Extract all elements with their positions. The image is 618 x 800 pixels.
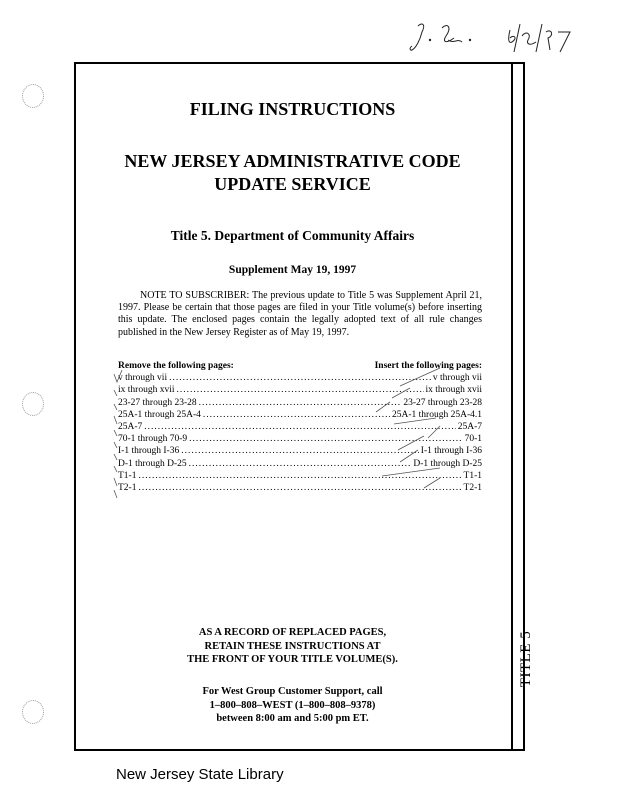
pages-row [118, 421, 482, 433]
punch-hole-middle [22, 392, 44, 416]
support-line2: 1–800–808–WEST (1–800–808–9378) [209, 699, 376, 711]
insert-pages: ix through xvii [425, 385, 482, 396]
title-tab-label: TITLE 5 [518, 630, 534, 688]
insert-header: Insert the following pages: [374, 361, 482, 371]
pages-row [118, 397, 482, 409]
punch-hole-top [22, 84, 44, 108]
dot-leader [144, 421, 455, 433]
pages-table [118, 360, 482, 494]
dot-leader [189, 458, 412, 470]
support-line3: between 8:00 am and 5:00 pm ET. [216, 713, 369, 724]
pages-row [118, 409, 482, 421]
dot-leader [169, 372, 431, 384]
remove-pages: 25A-7 [118, 422, 143, 433]
dot-leader [203, 409, 390, 421]
record-line1: AS A RECORD OF REPLACED PAGES, [198, 627, 387, 638]
insert-pages: T2-1 [463, 483, 482, 494]
insert-pages: 25A-1 through 25A-4.1 [392, 409, 482, 420]
remove-pages: D-1 through D-25 [118, 458, 187, 469]
dot-leader [138, 482, 461, 494]
insert-pages: T1-1 [463, 470, 482, 481]
filing-instructions-title: FILING INSTRUCTIONS [189, 99, 396, 119]
remove-pages: T2-1 [118, 483, 137, 494]
dot-leader [138, 470, 461, 482]
pages-table-header [118, 360, 482, 372]
dot-leader [176, 384, 423, 396]
remove-pages: I-1 through I-36 [118, 446, 180, 457]
pages-row [118, 372, 482, 384]
remove-header: Remove the following pages: [118, 361, 234, 371]
record-notice [76, 626, 509, 667]
record-line2: RETAIN THESE INSTRUCTIONS AT [204, 640, 381, 652]
pages-row [118, 445, 482, 457]
pages-row [118, 384, 482, 396]
title-subtitle: Title 5. Department of Community Affairs [170, 228, 415, 243]
handwritten-signature [408, 18, 608, 58]
insert-pages: 25A-7 [457, 422, 482, 433]
main-title-line2: UPDATE SERVICE [214, 174, 371, 194]
punch-hole-bottom [22, 700, 44, 724]
dot-leader [199, 397, 402, 409]
customer-support [76, 685, 509, 726]
pages-row [118, 458, 482, 470]
dot-leader [189, 433, 462, 445]
insert-pages: 70-1 [464, 434, 482, 445]
record-line3: THE FRONT OF YOUR TITLE VOLUME(S). [187, 654, 398, 665]
pages-row [118, 482, 482, 494]
support-line1: For West Group Customer Support, call [202, 686, 383, 697]
insert-pages: D-1 through D-25 [413, 458, 482, 469]
insert-pages: I-1 through I-36 [420, 446, 482, 457]
main-title-line1: NEW JERSEY ADMINISTRATIVE CODE [124, 151, 461, 171]
subscriber-note: NOTE TO SUBSCRIBER: The previous update to Title 5 was Supplement April 21, 1997. Please be certain that those pages are filed in your Title volume(s) before inserting this update. The enclosed pages contain the legally adopted text of all rule changes published in the New Jersey Register as of May 19, 1997. [118, 290, 482, 338]
remove-pages: 25A-1 through 25A-4 [118, 409, 201, 420]
library-stamp: New Jersey State Library [116, 766, 284, 783]
pages-row [118, 470, 482, 482]
main-title [76, 150, 509, 196]
insert-pages: v through vii [432, 373, 482, 384]
tab-divider [511, 62, 513, 751]
insert-pages: 23-27 through 23-28 [403, 397, 482, 408]
supplement-date: Supplement May 19, 1997 [228, 264, 357, 276]
remove-pages: 70-1 through 70-9 [118, 434, 188, 445]
remove-pages: 23-27 through 23-28 [118, 397, 197, 408]
remove-pages: ix through xvii [118, 385, 175, 396]
remove-pages: T1-1 [118, 470, 137, 481]
pages-row [118, 433, 482, 445]
remove-pages: v through vii [118, 373, 168, 384]
dot-leader [181, 445, 419, 457]
